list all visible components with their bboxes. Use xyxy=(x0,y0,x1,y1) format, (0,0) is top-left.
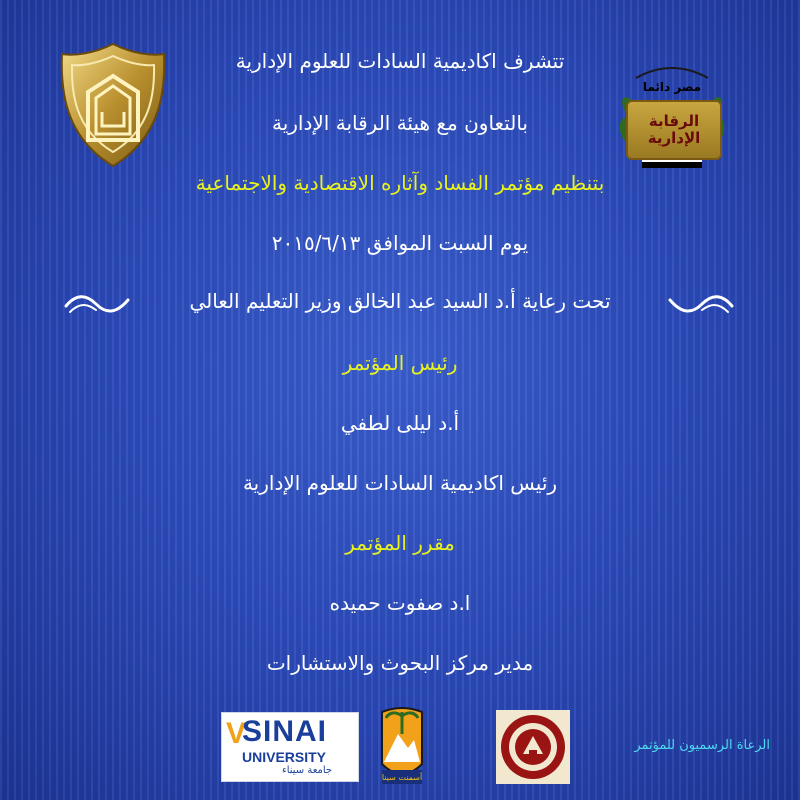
sinai-arabic-name: جامعة سيناء xyxy=(282,765,333,776)
rapporteur-title: مدير مركز البحوث والاستشارات xyxy=(266,651,534,675)
chair-title: رئيس اكاديمية السادات للعلوم الإدارية xyxy=(242,471,558,495)
conference-title: بتنظيم مؤتمر الفساد وآثاره الاقتصادية والاجتماعية xyxy=(195,171,605,195)
rapporteur-name: ا.د صفوت حميده xyxy=(329,591,471,615)
sinai-subword: UNIVERSITY xyxy=(242,749,327,765)
patronage-line: تحت رعاية أ.د السيد عبد الخالق وزير التعليم العالي xyxy=(189,289,611,313)
wave-ornament-left-icon xyxy=(62,288,132,318)
announcement-line-1: تتشرف اكاديمية السادات للعلوم الإدارية xyxy=(235,49,565,73)
sinai-cement-emblem xyxy=(378,704,426,788)
announcement-line-2: بالتعاون مع هيئة الرقابة الإدارية xyxy=(271,111,528,135)
sinai-wordmark: SINAI xyxy=(242,715,328,748)
conference-date: يوم السبت الموافق ٢٠١٥/٦/١٣ xyxy=(271,231,529,255)
red-seal-logo xyxy=(496,710,570,784)
official-sponsors-label: الرعاة الرسميون للمؤتمر xyxy=(634,738,770,753)
emblem-arabic-name: أسمنت سينا xyxy=(381,773,423,782)
arc-top-word: مصر دائما xyxy=(642,80,702,94)
rapporteur-heading: مقرر المؤتمر xyxy=(345,531,455,555)
sinai-university-logo xyxy=(221,712,359,782)
sinai-v-mark: V xyxy=(226,717,247,750)
arc-name-text: الرقابة الإدارية xyxy=(647,112,701,147)
chair-name: أ.د ليلى لطفي xyxy=(340,411,460,435)
wave-ornament-right-icon xyxy=(666,288,736,318)
chair-heading: رئيس المؤتمر xyxy=(342,351,458,375)
